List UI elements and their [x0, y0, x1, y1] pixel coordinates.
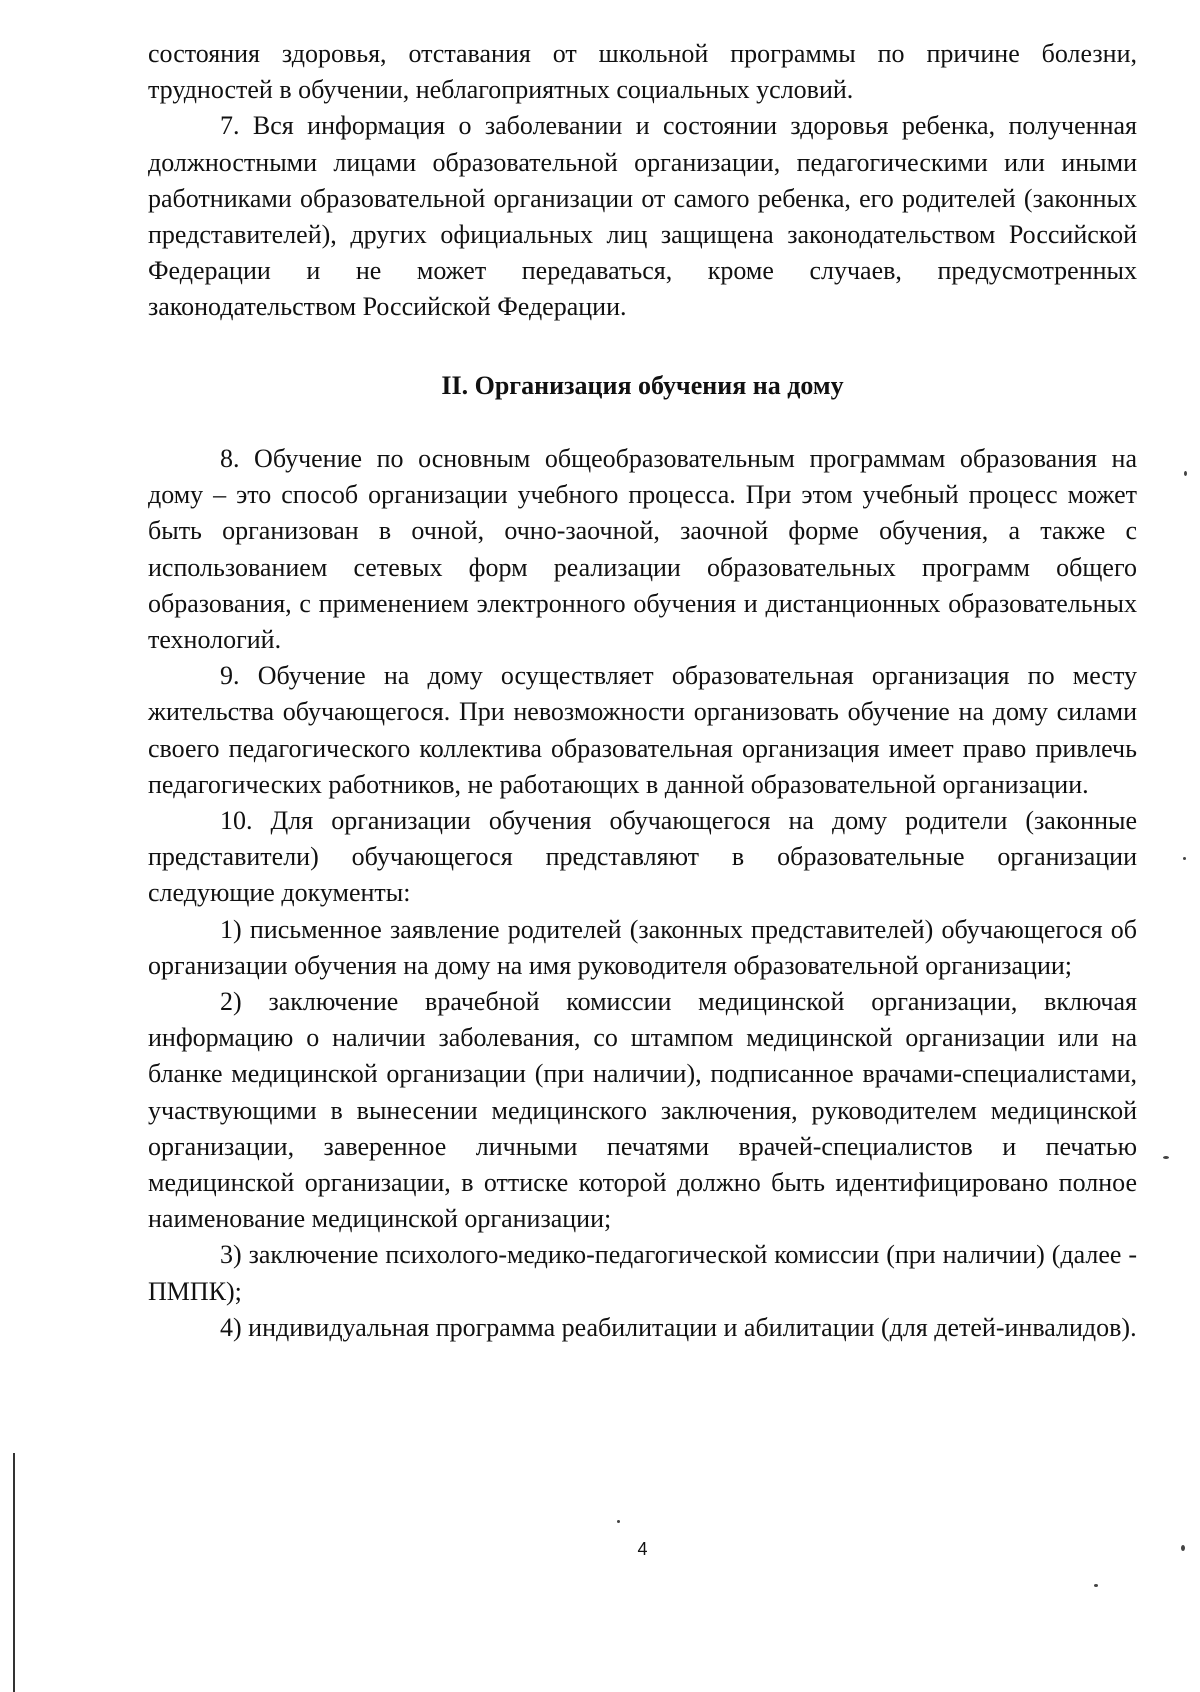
scan-speck	[1184, 471, 1187, 476]
paragraph-continuation: состояния здоровья, отставания от школьной программы по причине болезни, трудностей в обучении, неблагоприятных социальных условий.	[148, 39, 1137, 105]
scan-margin-line	[13, 1453, 15, 1692]
scan-speck	[1094, 1584, 1098, 1587]
paragraph-7: 7. Вся информация о заболевании и состоянии здоровья ребенка, полученная должностными лицами образовательной организации, педагогическими или иными работниками образовательной организации от самого ребенка, его родителей (законных представителей), других официальных лиц защищена законодательством Российской Федерации и не может передаваться, кроме случаев, предусмотренных законодательством Российской Федерации.	[148, 111, 1137, 322]
section-heading: II. Организация обучения на дому	[441, 371, 844, 400]
text-block-bottom	[148, 441, 1137, 1346]
paragraph-9: 9. Обучение на дому осуществляет образовательная организация по месту жительства обучающегося. При невозможности организовать обучение на дому силами своего педагогического коллектива образовательная организация имеет право привлечь педагогических работников, не работающих в данной образовательной организации.	[148, 661, 1137, 799]
scan-speck	[1181, 1545, 1185, 1551]
scan-speck	[1183, 857, 1186, 860]
scan-speck	[617, 1520, 620, 1523]
scan-speck	[1163, 1156, 1169, 1159]
paragraph-8: 8. Обучение по основным общеобразовательным программам образования на дому – это способ организации учебного процесса. При этом учебный процесс может быть организован в очной, очно-заочной, заочной форме обучения, а также с использованием сетевых форм реализации образовательных программ общего образования, с применением электронного обучения и дистанционных образовательных технологий.	[148, 444, 1137, 655]
list-item-4: 4) индивидуальная программа реабилитации и абилитации (для детей-инвалидов).	[220, 1312, 1137, 1342]
list-item-1: 1) письменное заявление родителей (законных представителей) обучающегося об организации обучения на дому на имя руководителя образовательной организации;	[148, 914, 1137, 980]
page-number: 4	[637, 1539, 648, 1559]
list-item-3: 3) заключение психолого-медико-педагогической комиссии (при наличии) (далее - ПМПК);	[148, 1240, 1137, 1306]
list-item-2: 2) заключение врачебной комиссии медицинской организации, включая информацию о наличии заболевания, со штампом медицинской организации или на бланке медицинской организации (при наличии), подписанное врачами-специалистами, участвующими в вынесении медицинского заключения, руководителем медицинской организации, заверенное личными печатями врачей-специалистов и печатью медицинской организации, в оттиске которой должно быть идентифицировано полное наименование медицинской организации;	[148, 987, 1137, 1234]
paragraph-10: 10. Для организации обучения обучающегося на дому родители (законные представители) обучающегося представляют в образовательные организации следующие документы:	[148, 806, 1137, 908]
text-block-top	[148, 36, 1137, 326]
